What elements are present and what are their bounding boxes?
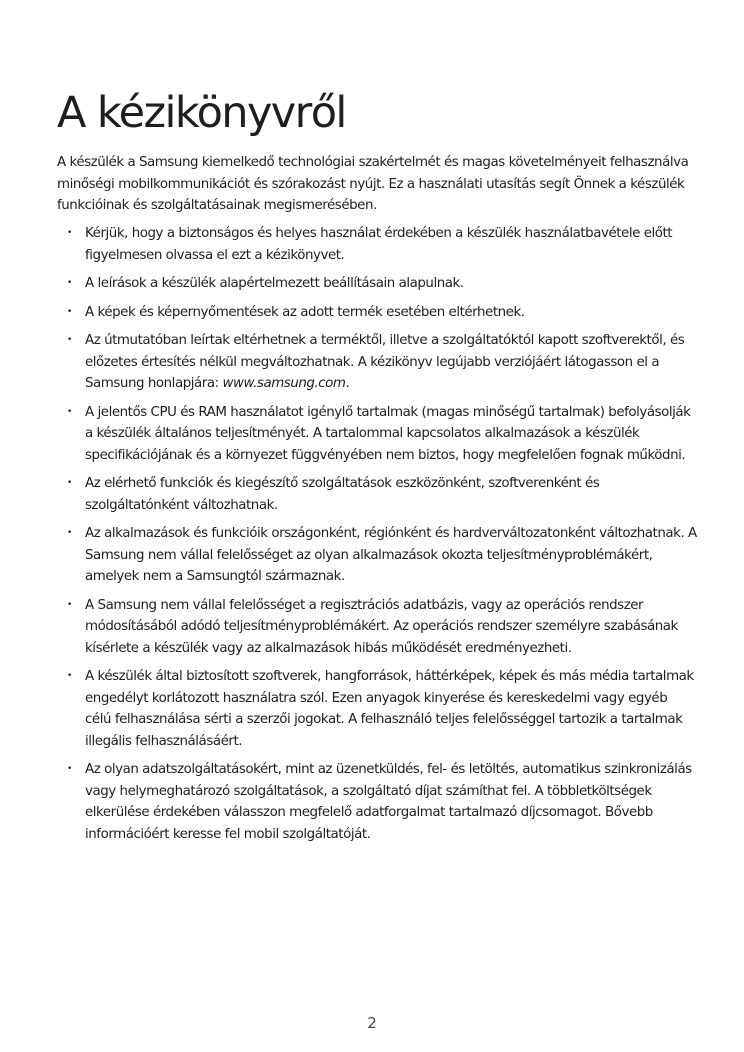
list-item-text: A Samsung nem vállal felelősséget a regisztrációs adatbázis, vagy az operációs rendszer módosításából adódó teljesítményproblémákért. Az operációs rendszer személyre szabásának kísérlete a készülék vagy az alkalmazások hibás működését eredményezheti. [85, 597, 678, 656]
list-item [57, 402, 697, 467]
list-item-text: A jelentős CPU és RAM használatot igénylő tartalmak (magas minőségű tartalmak) befolyásolják a készülék általános teljesítményét. A tartalommal kapcsolatos alkalmazások a készülék specifikációjának és a környezet függvényében nem biztos, hogy megfelelően fognak működni. [85, 404, 691, 463]
list-item-text: Az útmutatóban leírtak eltérhetnek a terméktől, illetve a szolgáltatóktól kapott szoftverektől, és előzetes értesítés nélkül megváltozhatnak. A kézikönyv legújabb verziójáért látogasson el a Samsung honlapjára: [85, 333, 685, 391]
bullet-icon: • [67, 764, 72, 774]
bullet-icon: • [67, 335, 72, 345]
bullet-list [57, 223, 697, 852]
bullet-icon: • [67, 528, 72, 538]
list-item [57, 473, 697, 516]
list-item [57, 523, 697, 588]
list-item-text: Kérjük, hogy a biztonságos és helyes használat érdekében a készülék használatbavétele előtt figyelmesen olvassa el ezt a kézikönyvet. [85, 226, 673, 263]
list-item [57, 595, 697, 660]
page-title: A kézikönyvről [57, 88, 346, 138]
intro-paragraph: A készülék a Samsung kiemelkedő technológiai szakértelmét és magas követelményeit felhasználva minőségi mobilkommunikációt és szórakozást nyújt. Ez a használati utasítás segít Önnek a készülék funkcióinak és szolgáltatásainak megismerésében. [57, 155, 689, 213]
list-item-text: A leírások a készülék alapértelmezett beállításain alapulnak. [85, 276, 464, 291]
list-item-text: A készülék által biztosított szoftverek, hangforrások, háttérképek, képek és más média tartalmak engedélyt korlátozott használatra szól. Ezen anyagok kinyerése és kereskedelmi vagy egyéb célú felhasználása sérti a szerzői jogokat. A felhasználó teljes felelősséggel tartozik a tartalmak illegális felhasználásáért. [85, 669, 694, 749]
list-item-text-suffix: . [345, 376, 350, 391]
list-item [57, 666, 697, 752]
list-item [57, 302, 697, 324]
bullet-icon: • [67, 478, 72, 488]
bullet-icon: • [67, 671, 72, 681]
bullet-icon: • [67, 406, 72, 417]
list-item-text: A képek és képernyőmentések az adott termék esetében eltérhetnek. [85, 304, 525, 320]
list-item-text: Az olyan adatszolgáltatásokért, mint az üzenetküldés, fel- és letöltés, automatikus szinkronizálás vagy helymeghatározó szolgáltatások, a szolgáltató díjat számíthat fel. A többletköltségek elkerülése érdekében válasszon megfelelő adatforgalmat tartalmazó díjcsomagot. Bővebb információért keresse fel mobil szolgáltatóját. [85, 762, 692, 842]
page-number: 2 [367, 1014, 377, 1032]
list-item [57, 223, 697, 266]
list-item [57, 273, 697, 295]
bullet-icon: • [67, 228, 72, 238]
list-item-text: Az elérhető funkciók és kiegészítő szolgáltatások eszközönként, szoftverenként és szolgáltatónként változhatnak. [85, 476, 600, 513]
samsung-website-link[interactable]: www.samsung.com [222, 376, 346, 391]
bullet-icon: • [67, 278, 72, 288]
list-item [57, 330, 697, 395]
list-item-text: Az alkalmazások és funkcióik országonként, régiónként és hardverváltozatonként változhatnak. A Samsung nem vállal felelősséget az olyan alkalmazások okozta teljesítményproblémákért, amelyek nem a Samsungtól származnak. [85, 526, 697, 584]
bullet-icon: • [67, 599, 72, 610]
list-item [57, 759, 697, 845]
bullet-icon: • [67, 306, 72, 317]
